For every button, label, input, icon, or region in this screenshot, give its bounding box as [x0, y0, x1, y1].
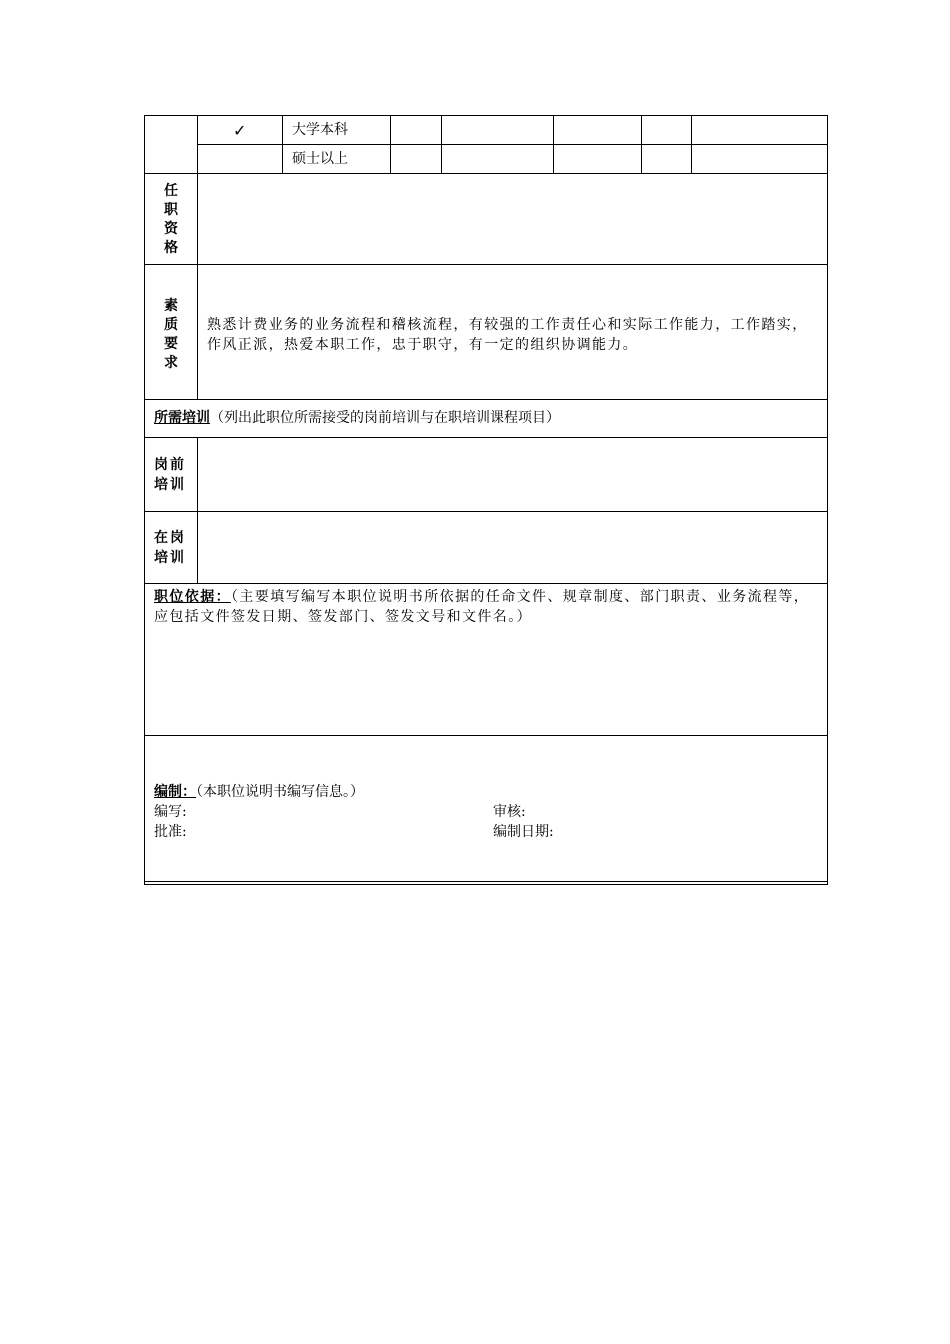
row-divider: [145, 264, 828, 265]
writer-label: 编写:: [154, 804, 187, 820]
col-divider: [282, 116, 283, 173]
row-divider: [145, 399, 828, 400]
quality-label: 素质要求: [164, 298, 178, 371]
pre-job-training-label: 岗前培训: [154, 457, 186, 493]
row-divider: [145, 437, 828, 438]
quality-content: 熟悉计费业务的业务流程和稽核流程，有较强的工作责任心和实际工作能力，工作踏实，作风正派，热爱本职工作，忠于职守，有一定的组织协调能力。: [207, 317, 808, 353]
col-divider: [691, 116, 692, 173]
basis-note: （主要填写编写本职位说明书所依据的任命文件、规章制度、部门职责、业务流程等，应包括文件签发日期、签发部门、签发文号和文件名。）: [154, 589, 810, 625]
compile-header: [154, 783, 364, 802]
on-job-training-label: 在岗培训: [154, 530, 186, 566]
row-divider: [145, 173, 828, 174]
col-divider: [641, 116, 642, 173]
col-divider: [197, 116, 198, 173]
compile-title: 编制：: [154, 784, 196, 800]
row-divider: [145, 583, 828, 584]
check-mark-icon: ✓: [233, 121, 247, 140]
training-header: [154, 409, 560, 428]
row-divider: [145, 735, 828, 736]
training-title: 所需培训: [154, 410, 210, 426]
reviewer-label: 审核:: [493, 804, 526, 820]
date-label: 编制日期:: [493, 824, 554, 840]
col-divider: [197, 173, 198, 399]
col-divider: [553, 116, 554, 173]
education-master: 硕士以上: [292, 151, 348, 167]
col-divider: [441, 116, 442, 173]
qualification-label: 任职资格: [164, 183, 178, 256]
training-note: （列出此职位所需接受的岗前培训与在职培训课程项目）: [210, 410, 560, 426]
basis-title: 职位依据：: [154, 589, 231, 605]
approver-label: 批准:: [154, 824, 187, 840]
col-divider: [390, 116, 391, 173]
basis-section: [154, 587, 820, 627]
col-divider: [197, 437, 198, 583]
compile-note: （本职位说明书编写信息。）: [196, 784, 364, 800]
row-divider: [145, 511, 828, 512]
education-bachelor: 大学本科: [292, 122, 348, 138]
job-description-table: [144, 115, 828, 885]
row-divider: [197, 144, 828, 145]
row-divider: [145, 881, 828, 882]
